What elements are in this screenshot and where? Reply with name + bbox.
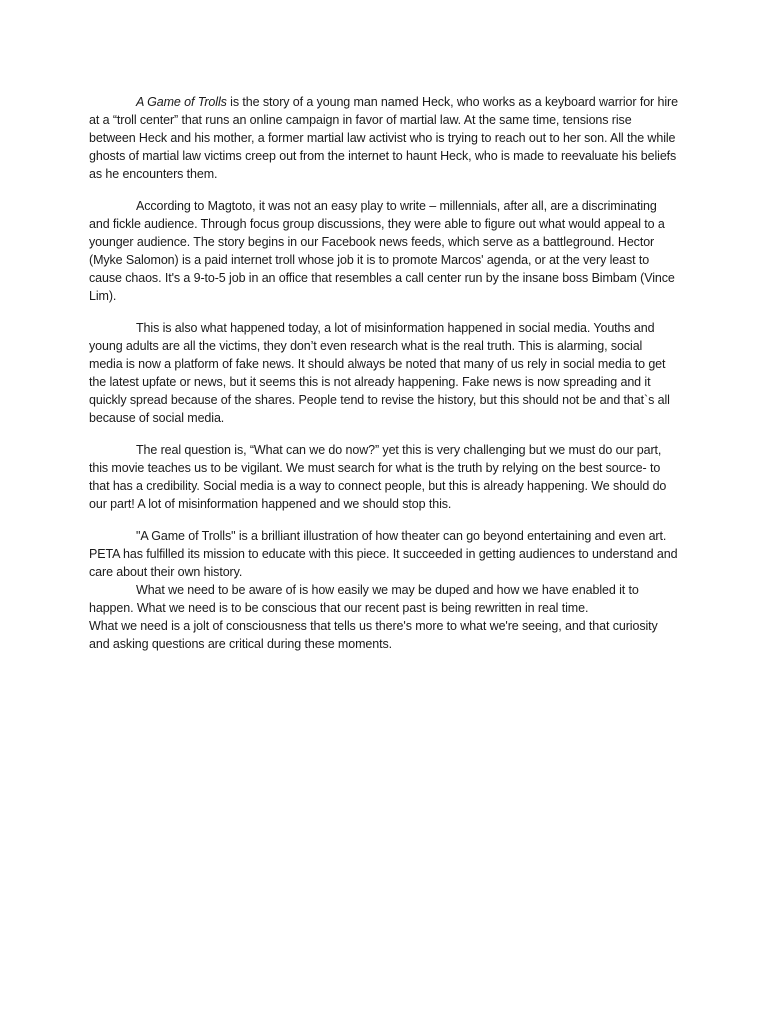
paragraph-1 (89, 93, 679, 183)
paragraph-1-text: is the story of a young man named Heck, who works as a keyboard warrior for hire at a “troll center” that runs an online campaign in favor of martial law. At the same time, tensions rise between Heck and his mother, a former martial law activist who is trying to reach out to her son. All the while ghosts of martial law victims creep out from the internet to haunt Heck, who is made to reevaluate his beliefs as he encounters them. (89, 95, 678, 181)
paragraph-5: "A Game of Trolls" is a brilliant illustration of how theater can go beyond entertaining and even art. PETA has fulfilled its mission to educate with this piece. It succeeded in getting audiences to understand and care about their own history. (89, 529, 678, 579)
paragraph-4: The real question is, “What can we do now?” yet this is very challenging but we must do our part, this movie teaches us to be vigilant. We must search for what is the truth by relying on the best source- to that has a credibility. Social media is a way to connect people, but this is already happening. We should do our part! A lot of misinformation happened and we should stop this. (89, 443, 667, 511)
play-title: A Game of Trolls (136, 95, 227, 109)
paragraph-2: According to Magtoto, it was not an easy play to write – millennials, after all, are a discriminating and fickle audience. Through focus group discussions, they were able to figure out what would appeal to a younger audience. The story begins in our Facebook news feeds, which serve as a battleground. Hector (Myke Salomon) is a paid internet troll whose job it is to promote Marcos' agenda, or at the very least to cause chaos. It's a 9-to-5 job in an office that resembles a call center run by the insane boss Bimbam (Vince Lim). (89, 199, 675, 303)
paragraph-7: What we need is a jolt of consciousness that tells us there's more to what we're seeing, and that curiosity and asking questions are critical during these moments. (89, 619, 658, 651)
paragraph-3: This is also what happened today, a lot of misinformation happened in social media. Youths and young adults are all the victims, they don’t even research what is the real truth. This is alarming, social media is now a platform of fake news. It should always be noted that many of us rely in social media to get the latest upfate or news, but it seems this is not already happening. Fake news is now spreading and it quickly spread because of the shares. People tend to revise the history, but this should not be and that`s all because of social media. (89, 321, 670, 425)
paragraph-6: What we need to be aware of is how easily we may be duped and how we have enabled it to happen. What we need is to be conscious that our recent past is being rewritten in real time. (89, 583, 639, 615)
document-body (89, 93, 679, 653)
